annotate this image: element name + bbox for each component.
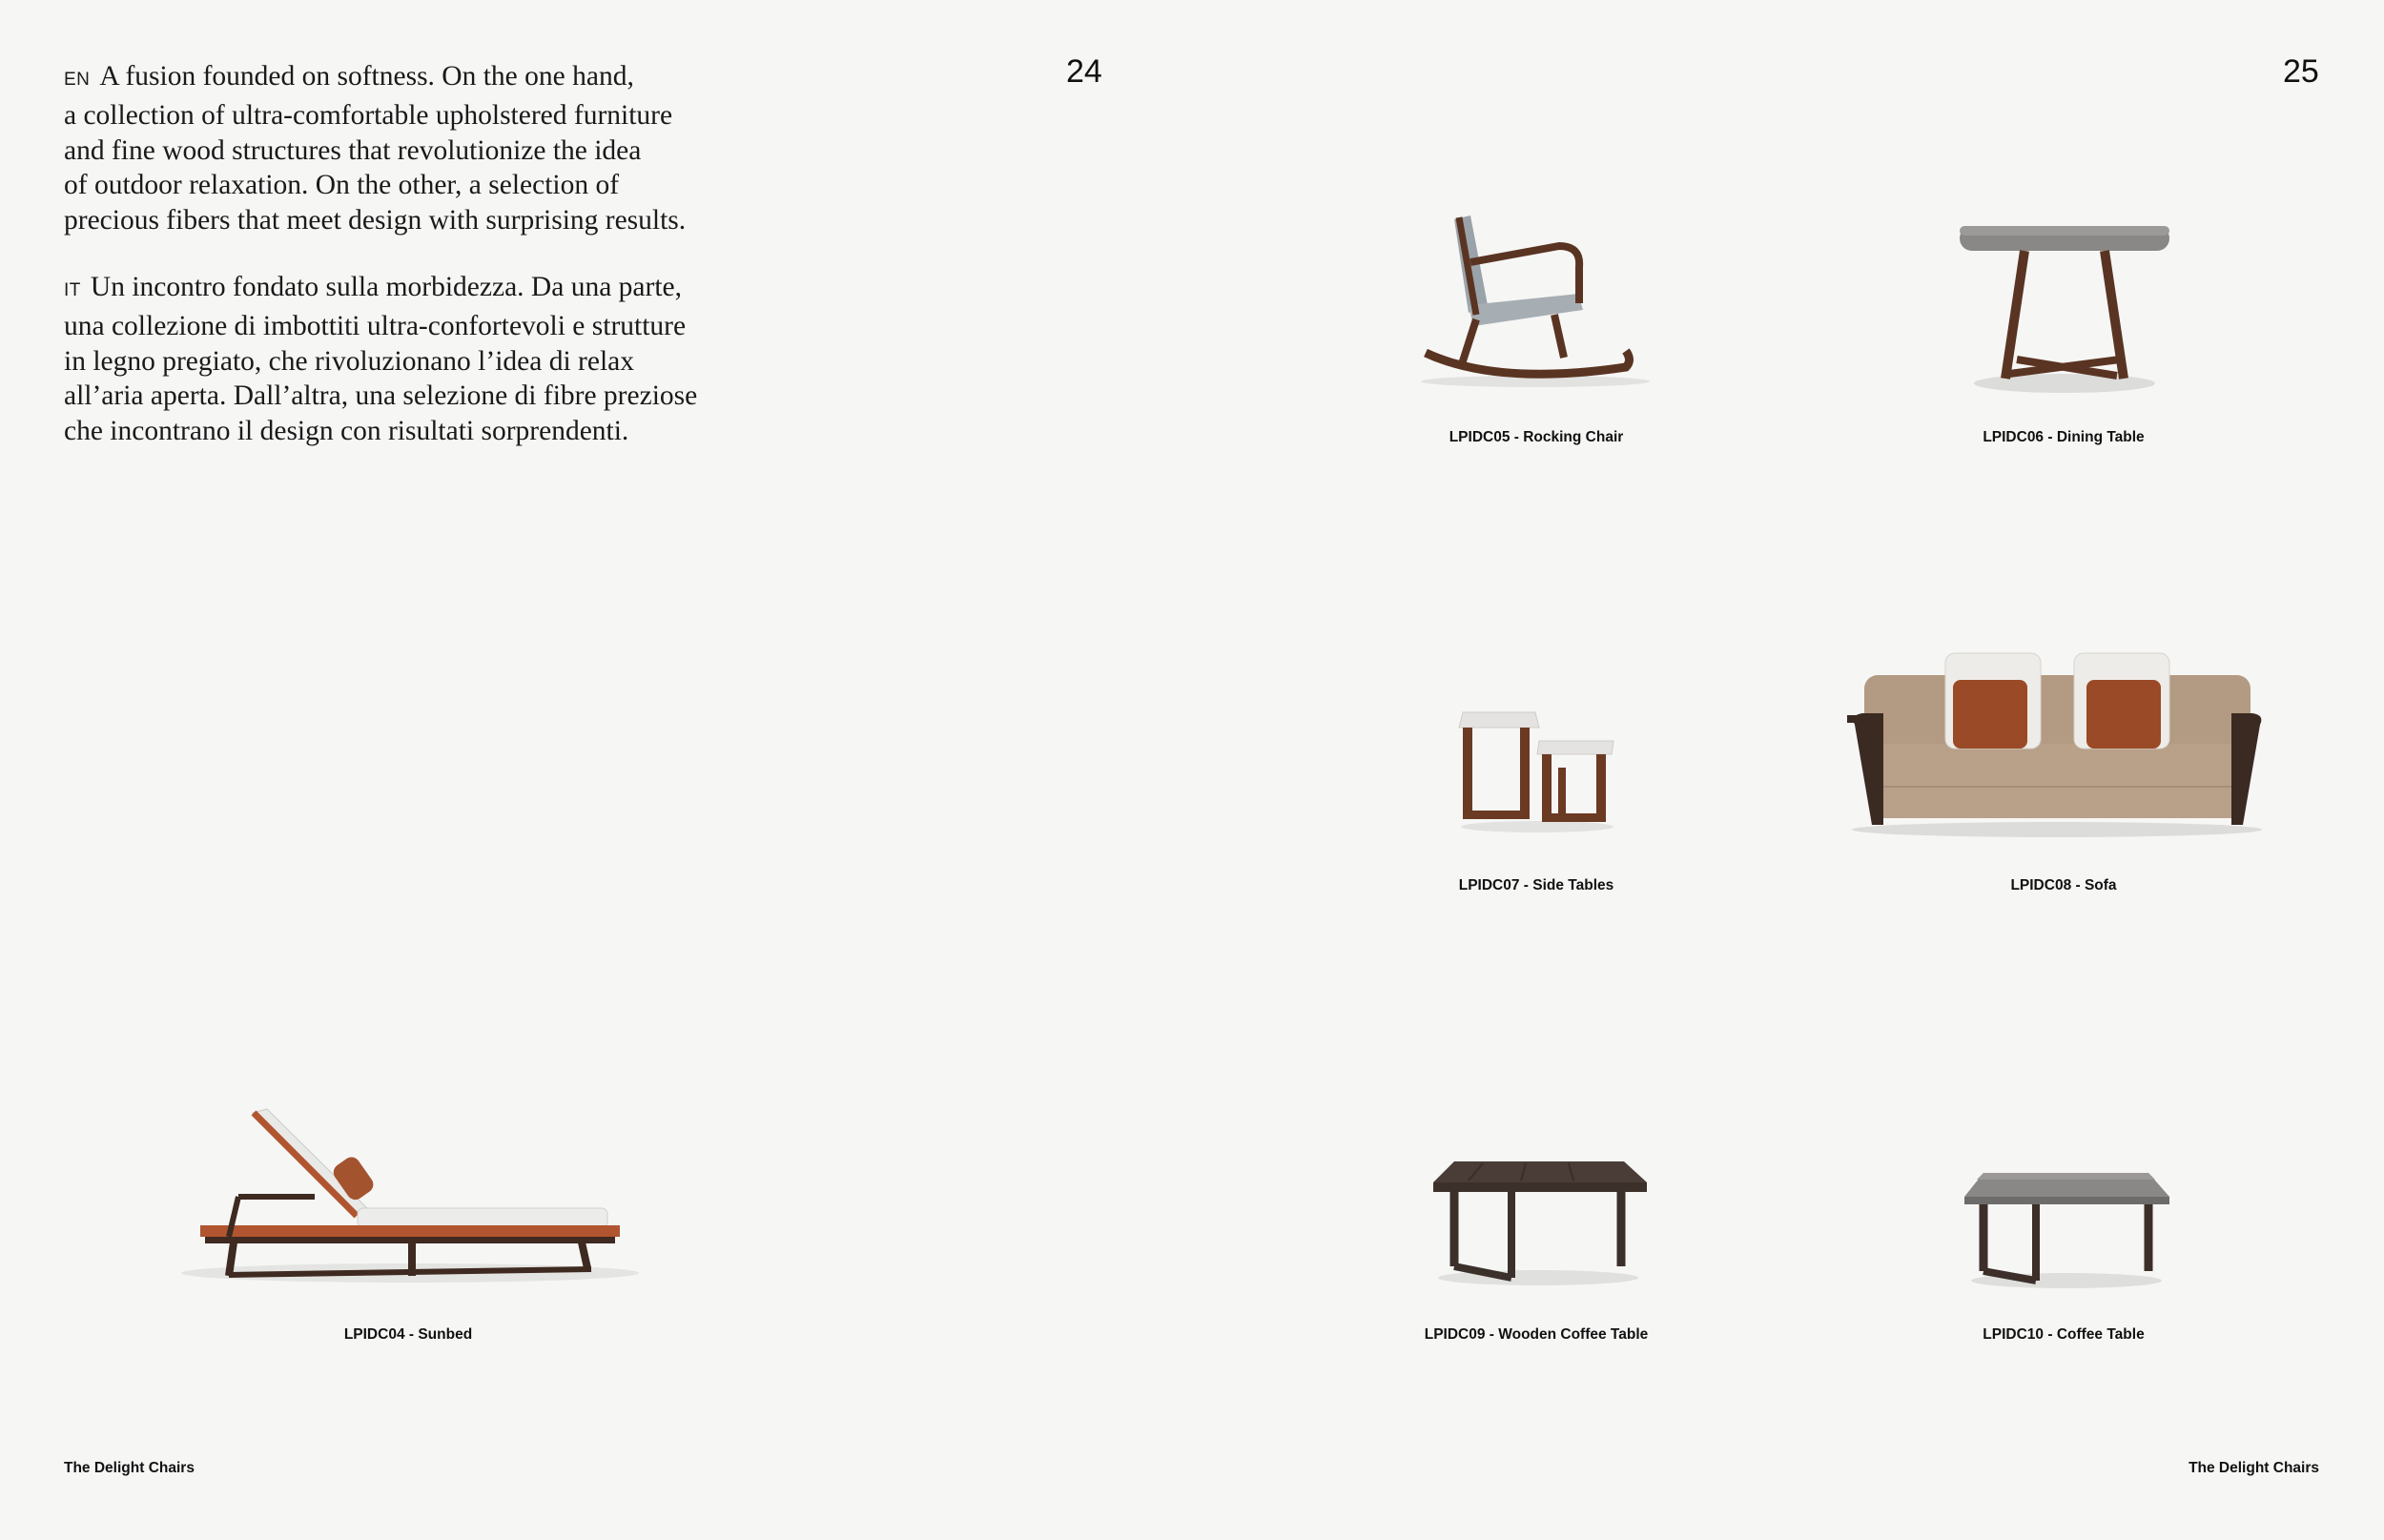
sofa-image [1845, 648, 2270, 839]
wooden-coffee-table-image [1426, 1154, 1650, 1287]
sunbed-image [172, 1101, 639, 1287]
intro-line: all’aria aperta. Dall’altra, una selezione di fibre preziose [64, 380, 698, 412]
caption-rocking-chair: LPIDC05 - Rocking Chair [1449, 429, 1624, 445]
intro-line: of outdoor relaxation. On the other, a selection of [64, 170, 620, 201]
page-number-right: 25 [2283, 53, 2319, 90]
intro-line: EN A fusion founded on softness. On the one hand, [64, 61, 634, 92]
intro-line: una collezione di imbottiti ultra-confortevoli e strutture [64, 310, 687, 341]
caption-coffee-table: LPIDC10 - Coffee Table [1983, 1326, 2145, 1343]
intro-line: IT Un incontro fondato sulla morbidezza. Da una parte, [64, 272, 682, 302]
page-number-left: 24 [1066, 53, 1102, 90]
intro-line: in legno pregiato, che rivoluzionano l’idea di relax [64, 345, 634, 377]
intro-line: che incontrano il design con risultati sorprendenti. [64, 416, 629, 447]
lang-label-it: IT [64, 280, 81, 300]
lang-label-en: EN [64, 70, 91, 90]
caption-dining-table: LPIDC06 - Dining Table [1983, 429, 2145, 445]
intro-text-it [64, 270, 750, 449]
footer-brand-left: The Delight Chairs [64, 1460, 195, 1476]
footer-brand-right: The Delight Chairs [2189, 1460, 2319, 1476]
intro-text-en [64, 59, 750, 238]
caption-sunbed: LPIDC04 - Sunbed [343, 1326, 473, 1343]
caption-sofa: LPIDC08 - Sofa [2010, 877, 2117, 893]
dining-table-image [1950, 221, 2179, 395]
rocking-chair-image [1411, 191, 1659, 391]
caption-wooden-coffee-table: LPIDC09 - Wooden Coffee Table [1424, 1326, 1649, 1343]
coffee-table-image [1960, 1168, 2174, 1290]
intro-line: and fine wood structures that revolutionize the idea [64, 134, 642, 166]
intro-line: a collection of ultra-comfortable upholstered furniture [64, 99, 673, 131]
caption-side-tables: LPIDC07 - Side Tables [1458, 877, 1614, 893]
intro-line: precious fibers that meet design with surprising results. [64, 205, 687, 236]
side-tables-image [1451, 701, 1623, 834]
